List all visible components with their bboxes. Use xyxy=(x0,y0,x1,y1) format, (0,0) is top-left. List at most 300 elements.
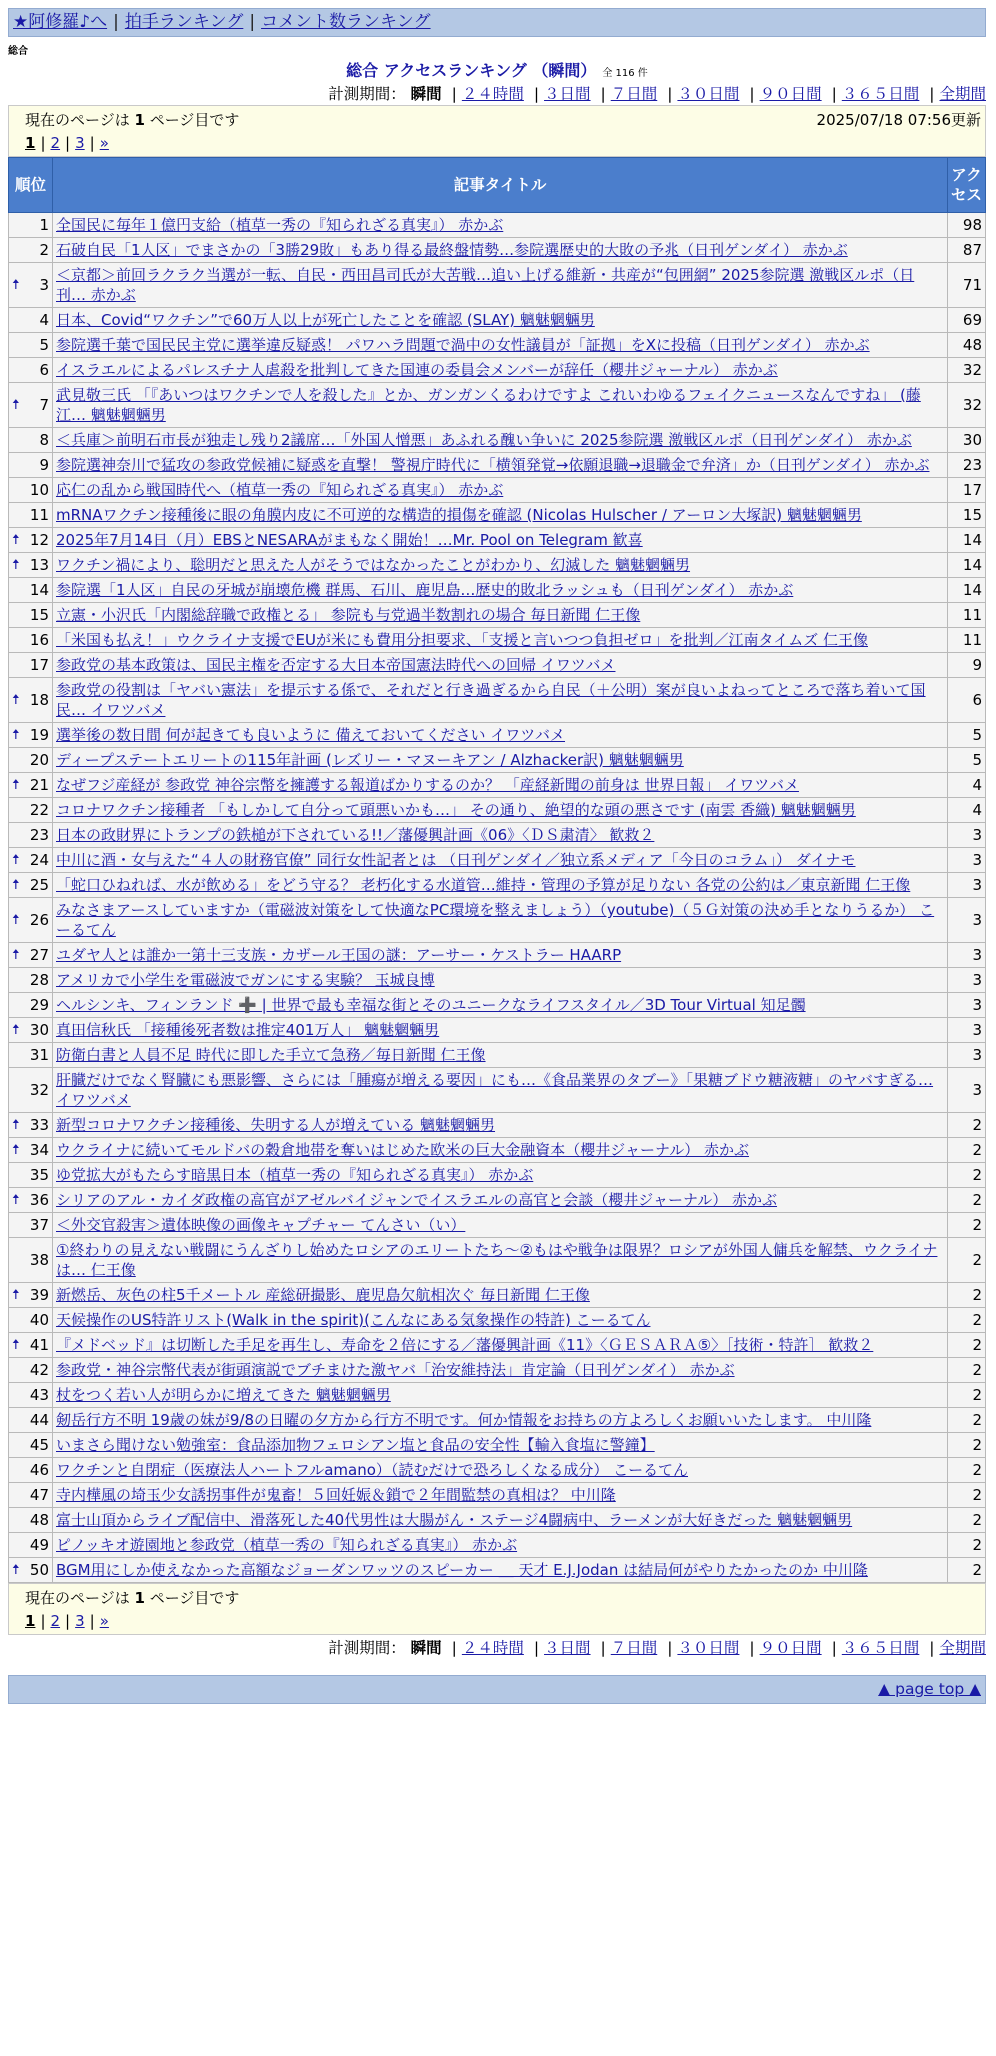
rank-number: 38 xyxy=(29,1251,49,1269)
article-title-link[interactable]: 参院選千葉で国民民主党に選挙違反疑惑！ パワハラ問題で渦中の女性議員が「証拠」をXに投稿（日刊ゲンダイ） 赤かぶ xyxy=(56,336,870,354)
access-count: 3 xyxy=(948,848,986,873)
title-cell xyxy=(53,1558,948,1583)
access-count: 5 xyxy=(948,748,986,773)
rank-cell xyxy=(9,848,53,873)
article-title-link[interactable]: 石破自民「1人区」でまさかの「3勝29敗」もあり得る最終盤情勢…参院選歴史的大敗の予兆（日刊ゲンダイ） 赤かぶ xyxy=(56,241,848,259)
rank-number: 4 xyxy=(39,311,49,329)
article-title-link[interactable]: ヘルシンキ、フィンランド ➕ | 世界で最も幸福な街とそのユニークなライフスタイル／3D Tour Virtual 知足髑 xyxy=(56,996,806,1014)
table-row xyxy=(9,653,986,678)
article-title-link[interactable]: 全国民に毎年１億円支給（植草一秀の『知られざる真実』） 赤かぶ xyxy=(56,216,504,234)
access-count: 98 xyxy=(948,213,986,238)
separator: | xyxy=(831,1639,837,1657)
separator: | xyxy=(533,85,540,103)
title-cell xyxy=(53,898,948,943)
rank-cell xyxy=(9,528,53,553)
article-title-link[interactable]: ＜兵庫＞前明石市長が独走し残り2議席…「外国人憎悪」あふれる醜い争いに 2025参院選 激戦区ルポ（日刊ゲンダイ） 赤かぶ xyxy=(56,431,912,449)
access-count: 2 xyxy=(948,1113,986,1138)
access-count: 2 xyxy=(948,1383,986,1408)
rank-number: 16 xyxy=(29,631,49,649)
title-cell xyxy=(53,528,948,553)
access-count: 6 xyxy=(948,678,986,723)
category-tag: 総合 xyxy=(8,46,28,57)
title-cell xyxy=(53,773,948,798)
rank-up-arrow-icon: 🠅 xyxy=(12,557,20,573)
article-title-link[interactable]: 天候操作のUS特許リスト(Walk in the spirit)(こんなにある気象操作の特許) こーるてん xyxy=(56,1311,651,1329)
title-cell xyxy=(53,848,948,873)
access-count: 2 xyxy=(948,1558,986,1583)
period-link-all[interactable]: 全期間 xyxy=(939,1639,986,1657)
page-info-number: 1 xyxy=(134,111,145,129)
pagination-page-2[interactable]: 2 xyxy=(50,1612,61,1630)
article-title-link[interactable]: シリアのアル・カイダ政権の高官がアゼルバイジャンでイスラエルの高官と会談（櫻井ジャーナル） 赤かぶ xyxy=(56,1191,778,1209)
page-info-suffix: ページ目です xyxy=(149,1589,240,1607)
rank-number: 34 xyxy=(29,1141,49,1159)
separator: | xyxy=(600,1639,606,1657)
title-cell xyxy=(53,308,948,333)
table-row xyxy=(9,678,986,723)
period-link-90d[interactable]: ９０日間 xyxy=(759,1639,822,1657)
rank-up-arrow-icon: 🠅 xyxy=(12,777,20,793)
title-cell xyxy=(53,1433,948,1458)
rank-number: 9 xyxy=(39,456,49,474)
rank-number: 18 xyxy=(29,691,49,709)
separator: | xyxy=(65,1612,71,1630)
title-cell xyxy=(53,1068,948,1113)
table-row xyxy=(9,1308,986,1333)
table-row xyxy=(9,1238,986,1283)
access-count: 2 xyxy=(948,1408,986,1433)
table-row xyxy=(9,1163,986,1188)
separator: | xyxy=(533,1639,540,1657)
separator: | xyxy=(831,85,837,103)
title-cell xyxy=(53,1283,948,1308)
period-link-7d[interactable]: ７日間 xyxy=(610,85,658,103)
rank-cell xyxy=(9,333,53,358)
rank-up-arrow-icon: 🠅 xyxy=(12,1337,20,1353)
article-title-link[interactable]: 立憲・小沢氏「内閣総辞職で政権とる」 参院も与党過半数割れの場合 毎日新聞 仁王像 xyxy=(56,606,641,624)
table-row xyxy=(9,968,986,993)
table-row xyxy=(9,1043,986,1068)
table-row xyxy=(9,1113,986,1138)
table-row xyxy=(9,1358,986,1383)
rank-cell xyxy=(9,383,53,428)
article-title-link[interactable]: 富士山頂からライブ配信中、滑落死した40代男性は大腸がん・ステージ4闘病中、ラーメンが大好きだった 魑魅魍魎男 xyxy=(56,1511,853,1529)
rank-up-arrow-icon: 🠅 xyxy=(12,877,20,893)
period-link-7d[interactable]: ７日間 xyxy=(610,1639,658,1657)
rank-cell xyxy=(9,1533,53,1558)
rank-cell xyxy=(9,1018,53,1043)
total-count: 全 116 件 xyxy=(602,68,648,79)
rank-cell xyxy=(9,1238,53,1283)
article-title-link[interactable]: 参院選「1人区」自民の牙城が崩壊危機 群馬、石川、鹿児島…歴史的敗北ラッシュも（日刊ゲンダイ） 赤かぶ xyxy=(56,581,794,599)
article-title-link[interactable]: 新燃岳、灰色の柱5千メートル 産総研撮影、鹿児島欠航相次ぐ 毎日新聞 仁王像 xyxy=(56,1286,590,1304)
table-row xyxy=(9,798,986,823)
article-title-link[interactable]: イスラエルによるパレスチナ人虐殺を批判してきた国連の委員会メンバーが辞任（櫻井ジャーナル） 赤かぶ xyxy=(56,361,778,379)
rank-number: 37 xyxy=(29,1216,49,1234)
access-count: 2 xyxy=(948,1358,986,1383)
rank-cell xyxy=(9,1383,53,1408)
table-row xyxy=(9,1138,986,1163)
rank-number: 2 xyxy=(39,241,49,259)
period-current: 瞬間 xyxy=(410,1639,442,1657)
table-row xyxy=(9,1558,986,1583)
period-link-30d[interactable]: ３０日間 xyxy=(677,1639,740,1657)
title-cell xyxy=(53,1358,948,1383)
article-title-link[interactable]: みなさまアースしていますか（電磁波対策をして快適なPC環境を整えましょう）（youtube)（５Ｇ対策の決め手となりうるか） こーるてん xyxy=(56,901,935,939)
article-title-link[interactable]: BGM用にしか使えなかった高額なジョーダンワッツのスピーカー ＿ 天才 E.J.Jodan は結局何がやりたかったのか 中川隆 xyxy=(56,1561,868,1579)
bottom-pagination xyxy=(25,1610,977,1632)
title-cell xyxy=(53,1533,948,1558)
table-row xyxy=(9,1068,986,1113)
rank-cell xyxy=(9,1408,53,1433)
rank-number: 19 xyxy=(29,726,49,744)
title-cell xyxy=(53,1458,948,1483)
access-count: 2 xyxy=(948,1483,986,1508)
title-cell xyxy=(53,553,948,578)
period-link-3d[interactable]: ３日間 xyxy=(544,85,591,103)
title-cell xyxy=(53,723,948,748)
table-row xyxy=(9,848,986,873)
access-count: 2 xyxy=(948,1533,986,1558)
article-title-link[interactable]: 日本、Covid“ワクチン”で60万人以上が死亡したことを確認 (SLAY) 魑魅魍魎男 xyxy=(56,311,595,329)
article-title-link[interactable]: 参政党の役割は「ヤバい憲法」を提示する係で、それだと行き過ぎるから自民（＋公明）案が良いよねってところで落ち着いて国民… イワツバメ xyxy=(56,681,926,719)
rank-cell xyxy=(9,1358,53,1383)
period-label: 計測期間： xyxy=(328,85,406,103)
table-row xyxy=(9,1533,986,1558)
access-count: 3 xyxy=(948,898,986,943)
access-count: 14 xyxy=(948,578,986,603)
rank-number: 42 xyxy=(29,1361,49,1379)
rank-up-arrow-icon: 🠅 xyxy=(12,397,20,413)
separator: | xyxy=(929,85,935,103)
period-link-all[interactable]: 全期間 xyxy=(939,85,986,103)
access-count: 2 xyxy=(948,1433,986,1458)
article-title-link[interactable]: コロナワクチン接種者 「もしかして自分って頭悪いかも…」 その通り、絶望的な頭の悪さです (南雲 香織) 魑魅魍魎男 xyxy=(56,801,856,819)
access-count: 2 xyxy=(948,1163,986,1188)
separator: | xyxy=(249,12,256,32)
access-count: 2 xyxy=(948,1238,986,1283)
rank-up-arrow-icon: 🠅 xyxy=(12,532,20,548)
title-cell xyxy=(53,823,948,848)
pagination-page-3[interactable]: 3 xyxy=(75,134,85,152)
separator: | xyxy=(749,85,755,103)
rank-number: 41 xyxy=(29,1336,49,1354)
title-cell xyxy=(53,578,948,603)
article-title-link[interactable]: なぜフジ産経が 参政党 神谷宗幣を擁護する報道ばかりするのか？ 「産経新聞の前身は 世界日報」 イワツバメ xyxy=(56,776,799,794)
rank-cell xyxy=(9,1458,53,1483)
rank-cell xyxy=(9,1213,53,1238)
rank-cell xyxy=(9,1068,53,1113)
article-title-link[interactable]: ワクチンと自閉症（医療法人ハートフルamano）（読むだけで恐ろしくなる成分） こーるてん xyxy=(56,1461,689,1479)
rank-up-arrow-icon: 🠅 xyxy=(12,1117,20,1133)
article-title-link[interactable]: 参政党の基本政策は、国民主権を否定する大日本帝国憲法時代への回帰 イワツバメ xyxy=(56,656,616,674)
rank-number: 12 xyxy=(29,531,49,549)
rank-cell xyxy=(9,1163,53,1188)
article-title-link[interactable]: 日本の政財界にトランプの鉄槌が下されている!!／藩優興計画《06》〈ＤＳ粛清〉 歓救２ xyxy=(56,826,655,844)
title-cell xyxy=(53,678,948,723)
title-cell xyxy=(53,263,948,308)
pagination-page-3[interactable]: 3 xyxy=(75,1612,85,1630)
rank-number: 14 xyxy=(29,581,49,599)
page-top-link[interactable]: ▲ page top ▲ xyxy=(878,1680,981,1698)
pagination-next[interactable]: » xyxy=(99,1612,109,1630)
rank-cell xyxy=(9,1483,53,1508)
table-row xyxy=(9,1433,986,1458)
table-row xyxy=(9,1408,986,1433)
rank-cell xyxy=(9,503,53,528)
article-title-link[interactable]: 真田信秋氏 「接種後死者数は推定401万人」 魑魅魍魎男 xyxy=(56,1021,440,1039)
page-info-prefix: 現在のページは xyxy=(25,111,130,129)
rank-number: 15 xyxy=(29,606,49,624)
title-cell xyxy=(53,1508,948,1533)
access-count: 2 xyxy=(948,1283,986,1308)
top-nav-comment-ranking-link[interactable]: コメント数ランキング xyxy=(261,12,431,32)
rank-number: 32 xyxy=(29,1081,49,1099)
article-title-link[interactable]: 防衛白書と人員不足 時代に即した手立て急務／毎日新聞 仁王像 xyxy=(56,1046,486,1064)
article-title-link[interactable]: 2025年7月14日（月）EBSとNESARAがまもなく開始！…Mr. Pool on Telegram 歓喜 xyxy=(56,531,643,549)
table-row xyxy=(9,1213,986,1238)
rank-number: 20 xyxy=(29,751,49,769)
period-link-365d[interactable]: ３６５日間 xyxy=(841,1639,920,1657)
article-title-link[interactable]: 参政党・神谷宗幣代表が街頭演説でブチまけた激ヤバ「治安維持法」肯定論（日刊ゲンダイ） 赤かぶ xyxy=(56,1361,735,1379)
article-title-link[interactable]: 「米国も払え！」ウクライナ支援でEUが米にも費用分担要求、「支援と言いつつ負担ゼロ」を批判／江南タイムズ 仁王像 xyxy=(56,631,868,649)
table-row xyxy=(9,748,986,773)
article-title-link[interactable]: 選挙後の数日間 何が起きても良いように 備えておいてください イワツバメ xyxy=(56,726,566,744)
rank-up-arrow-icon: 🠅 xyxy=(12,727,20,743)
rank-cell xyxy=(9,263,53,308)
title-cell xyxy=(53,1333,948,1358)
pagination-current: 1 xyxy=(25,134,36,152)
rank-number: 11 xyxy=(29,506,49,524)
article-title-link[interactable]: 寺内樺風の埼玉少女誘拐事件が鬼畜！５回妊娠＆鎖で２年間監禁の真相は？ 中川隆 xyxy=(56,1486,616,1504)
separator: | xyxy=(89,1612,95,1630)
article-title-link[interactable]: 中川に酒・女与えた“４人の財務官僚” 同行女性記者とは （日刊ゲンダイ／独立系メディア「今日のコラム」） ダイナモ xyxy=(56,851,856,869)
table-row xyxy=(9,503,986,528)
table-row xyxy=(9,873,986,898)
rank-up-arrow-icon: 🠅 xyxy=(12,1287,20,1303)
access-count: 11 xyxy=(948,628,986,653)
title-cell xyxy=(53,358,948,383)
rank-number: 25 xyxy=(29,876,49,894)
rank-number: 39 xyxy=(29,1286,49,1304)
rank-cell xyxy=(9,1333,53,1358)
period-link-30d[interactable]: ３０日間 xyxy=(677,85,740,103)
title-cell xyxy=(53,503,948,528)
access-count: 32 xyxy=(948,358,986,383)
rank-up-arrow-icon: 🠅 xyxy=(12,692,20,708)
rank-number: 1 xyxy=(39,216,49,234)
article-title-link[interactable]: ゆ党拡大がもたらす暗黒日本（植草一秀の『知られざる真実』） 赤かぶ xyxy=(56,1166,534,1184)
rank-up-arrow-icon: 🠅 xyxy=(12,947,20,963)
separator: | xyxy=(113,12,119,32)
bottom-page-info-box xyxy=(8,1583,986,1635)
article-title-link[interactable]: ワクチン禍により、聡明だと思えた人がそうではなかったことがわかり、幻滅した 魑魅魍魎男 xyxy=(56,556,691,574)
period-link-24h[interactable]: ２４時間 xyxy=(461,1639,524,1657)
article-title-link[interactable]: 杖をつく若い人が明らかに増えてきた 魑魅魍魎男 xyxy=(56,1386,391,1404)
rank-cell xyxy=(9,968,53,993)
rank-number: 22 xyxy=(29,801,49,819)
access-count: 3 xyxy=(948,1068,986,1113)
article-title-link[interactable]: 新型コロナワクチン接種後、失明する人が増えている 魑魅魍魎男 xyxy=(56,1116,496,1134)
title-cell xyxy=(53,628,948,653)
rank-cell xyxy=(9,1508,53,1533)
rank-number: 8 xyxy=(39,431,49,449)
rank-number: 36 xyxy=(29,1191,49,1209)
period-selector xyxy=(8,83,986,105)
table-row xyxy=(9,308,986,333)
access-count: 32 xyxy=(948,383,986,428)
table-row xyxy=(9,358,986,383)
rank-cell xyxy=(9,1283,53,1308)
page-info-prefix: 現在のページは xyxy=(25,1589,130,1607)
separator: | xyxy=(451,1639,457,1657)
access-count: 9 xyxy=(948,653,986,678)
article-title-link[interactable]: ＜京都＞前回ラクラク当選が一転、自民・西田昌司氏が大苦戦…追い上げる維新・共産が“包囲網” 2025参院選 激戦区ルポ（日刊… 赤かぶ xyxy=(56,266,915,304)
separator: | xyxy=(40,1612,46,1630)
title-cell xyxy=(53,238,948,263)
title-cell xyxy=(53,1138,948,1163)
period-link-24h[interactable]: ２４時間 xyxy=(461,85,524,103)
top-nav-applause-ranking-link[interactable]: 拍手ランキング xyxy=(124,12,244,32)
table-row xyxy=(9,553,986,578)
article-title-link[interactable]: ピノッキオ遊園地と参政党（植草一秀の『知られざる真実』） 赤かぶ xyxy=(56,1536,518,1554)
table-row xyxy=(9,603,986,628)
pagination-page-2[interactable]: 2 xyxy=(50,134,61,152)
table-row xyxy=(9,383,986,428)
access-count: 14 xyxy=(948,553,986,578)
table-row xyxy=(9,263,986,308)
access-count: 87 xyxy=(948,238,986,263)
rank-cell xyxy=(9,308,53,333)
rank-number: 27 xyxy=(29,946,49,964)
rank-number: 7 xyxy=(39,396,49,414)
article-title-link[interactable]: ウクライナに続いてモルドバの穀倉地帯を奪いはじめた欧米の巨大金融資本（櫻井ジャーナル） 赤かぶ xyxy=(56,1141,749,1159)
access-count: 2 xyxy=(948,1213,986,1238)
ranking-table xyxy=(8,157,986,1583)
rank-number: 45 xyxy=(29,1436,49,1454)
rank-cell xyxy=(9,1188,53,1213)
rank-up-arrow-icon: 🠅 xyxy=(12,912,20,928)
rank-cell xyxy=(9,823,53,848)
article-title-link[interactable]: 肝臓だけでなく腎臓にも悪影響、さらには「腫瘍が増える要因」にも…《食品業界のタブー》「果糖ブドウ糖液糖」のヤバすぎる… イワツバメ xyxy=(56,1071,934,1109)
title-cell xyxy=(53,1213,948,1238)
rank-cell xyxy=(9,453,53,478)
title-cell xyxy=(53,798,948,823)
table-row xyxy=(9,823,986,848)
separator: | xyxy=(89,134,95,152)
header-title: 記事タイトル xyxy=(53,158,948,213)
article-title-link[interactable]: 『メドベッド』は切断した手足を再生し、寿命を２倍にする／藩優興計画《11》〈ＧＥＳＡＲＡ⑤〉［技術・特許］ 歓救２ xyxy=(56,1336,874,1354)
period-link-3d[interactable]: ３日間 xyxy=(544,1639,591,1657)
table-row xyxy=(9,333,986,358)
rank-number: 43 xyxy=(29,1386,49,1404)
rank-number: 49 xyxy=(29,1536,49,1554)
rank-up-arrow-icon: 🠅 xyxy=(12,1192,20,1208)
title-cell xyxy=(53,453,948,478)
rank-cell xyxy=(9,553,53,578)
bottom-period-selector xyxy=(8,1637,986,1659)
rank-number: 46 xyxy=(29,1461,49,1479)
access-count: 3 xyxy=(948,873,986,898)
rank-number: 6 xyxy=(39,361,49,379)
table-row xyxy=(9,898,986,943)
access-count: 3 xyxy=(948,943,986,968)
top-nav-home-link[interactable]: ★阿修羅♪へ xyxy=(13,12,108,32)
rank-cell xyxy=(9,628,53,653)
article-title-link[interactable]: 応仁の乱から戦国時代へ（植草一秀の『知られざる真実』） 赤かぶ xyxy=(56,481,504,499)
article-title-link[interactable]: 剱岳行方不明 19歳の妹が9/8の日曜の夕方から行方不明です。何か情報をお持ちの方よろしくお願いいたします。 中川隆 xyxy=(56,1411,872,1429)
period-current: 瞬間 xyxy=(410,85,442,103)
rank-number: 47 xyxy=(29,1486,49,1504)
page-info-number: 1 xyxy=(134,1589,145,1607)
rank-cell xyxy=(9,1308,53,1333)
rank-cell xyxy=(9,603,53,628)
access-count: 2 xyxy=(948,1188,986,1213)
article-title-link[interactable]: 「蛇口ひねれば、水が飲める」をどう守る？ 老朽化する水道管…維持・管理の予算が足りない 各党の公約は／東京新聞 仁王像 xyxy=(56,876,911,894)
title-cell xyxy=(53,1018,948,1043)
rank-cell xyxy=(9,238,53,263)
rank-number: 35 xyxy=(29,1166,49,1184)
separator: | xyxy=(600,85,606,103)
access-count: 3 xyxy=(948,823,986,848)
article-title-link[interactable]: アメリカで小学生を電磁波でガンにする実験？ 玉城良博 xyxy=(56,971,435,989)
title-cell xyxy=(53,943,948,968)
access-count: 17 xyxy=(948,478,986,503)
pagination-next[interactable]: » xyxy=(99,134,109,152)
article-title-link[interactable]: ＜外交官殺害＞遺体映像の画像キャプチャー てんさい（い） xyxy=(56,1216,466,1234)
rank-number: 48 xyxy=(29,1511,49,1529)
rank-number: 3 xyxy=(39,276,49,294)
rank-cell xyxy=(9,993,53,1018)
article-title-link[interactable]: 参院選神奈川で猛攻の参政党候補に疑惑を直撃！ 警視庁時代に「横領発覚→依願退職→退職金で弁済」か（日刊ゲンダイ） 赤かぶ xyxy=(56,456,930,474)
access-count: 14 xyxy=(948,528,986,553)
rank-number: 24 xyxy=(29,851,49,869)
period-link-90d[interactable]: ９０日間 xyxy=(759,85,822,103)
article-title-link[interactable]: ディープステートエリートの115年計画 (レズリー・マヌーキアン / Alzhacker訳) 魑魅魍魎男 xyxy=(56,751,684,769)
table-row xyxy=(9,1333,986,1358)
article-title-link[interactable]: ユダヤ人とは誰か一第十三支族・カザール王国の謎：アーサー・ケストラー HAARP xyxy=(56,946,622,964)
title-cell xyxy=(53,993,948,1018)
rank-cell xyxy=(9,1138,53,1163)
article-title-link[interactable]: 武見敬三氏 「『あいつはワクチンで人を殺した』とか、ガンガンくるわけですよ これいわゆるフェイクニュースなんですね」 (藤江… 魑魅魍魎男 xyxy=(56,386,921,424)
page-info-suffix: ページ目です xyxy=(149,111,240,129)
title-cell xyxy=(53,213,948,238)
access-count: 15 xyxy=(948,503,986,528)
rank-cell xyxy=(9,943,53,968)
table-row xyxy=(9,1508,986,1533)
title-cell xyxy=(53,1408,948,1433)
title-cell xyxy=(53,748,948,773)
title-cell xyxy=(53,603,948,628)
article-title-link[interactable]: いまさら聞けない勉強室：食品添加物フェロシアン塩と食品の安全性【輸入食塩に警鐘】 xyxy=(56,1436,655,1454)
access-count: 4 xyxy=(948,798,986,823)
rank-cell xyxy=(9,898,53,943)
article-title-link[interactable]: ①終わりの見えない戦闘にうんざりし始めたロシアのエリートたち～②もはや戦争は限界？ロシアが外国人傭兵を解禁、ウクライナは… 仁王像 xyxy=(56,1241,938,1279)
table-row xyxy=(9,1458,986,1483)
period-link-365d[interactable]: ３６５日間 xyxy=(841,85,920,103)
rank-cell xyxy=(9,1113,53,1138)
rank-number: 5 xyxy=(39,336,49,354)
rank-cell xyxy=(9,1433,53,1458)
rank-up-arrow-icon: 🠅 xyxy=(12,1562,20,1578)
article-title-link[interactable]: mRNAワクチン接種後に眼の角膜内皮に不可逆的な構造的損傷を確認 (Nicolas Hulscher / アーロン大塚訳) 魑魅魍魎男 xyxy=(56,506,862,524)
rank-up-arrow-icon: 🠅 xyxy=(12,277,20,293)
rank-number: 13 xyxy=(29,556,49,574)
access-count: 71 xyxy=(948,263,986,308)
title-cell xyxy=(53,1188,948,1213)
header-rank: 順位 xyxy=(9,158,53,213)
rank-cell xyxy=(9,653,53,678)
